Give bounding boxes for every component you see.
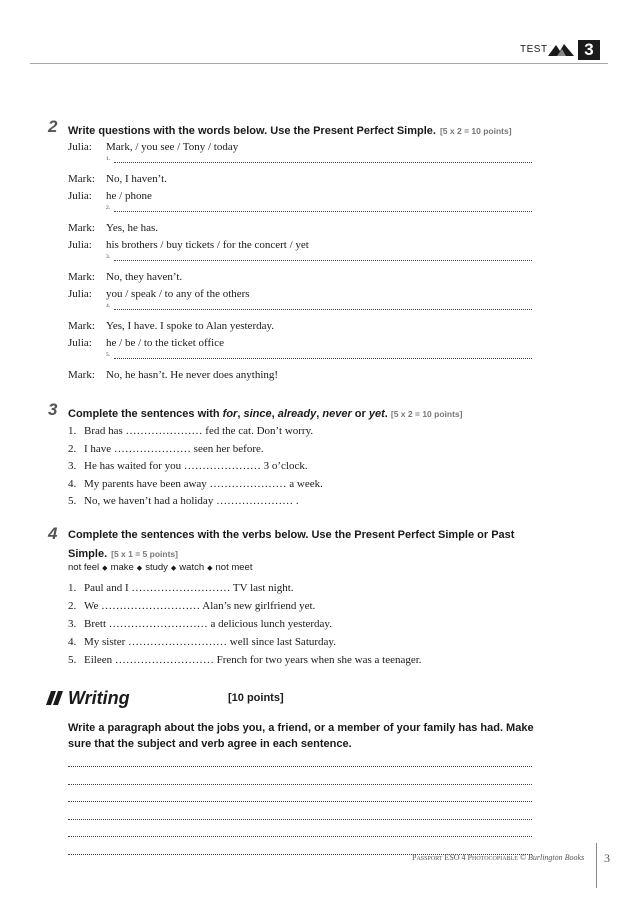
word-bank-item: not feel [68,562,100,573]
diamond-icon: ◆ [136,565,143,572]
answer-number: 5. [106,352,111,358]
exercise-2-heading [68,121,588,139]
footer-copyright: © Burlington Books [519,853,585,862]
exercise-4-instruction-line2: Simple. [68,548,108,560]
mountain-icon [548,42,574,56]
test-number-badge: 3 [578,40,600,60]
item-number: 1. [68,425,77,437]
answer-number: 1. [106,156,111,162]
item-sentence: Brad has ………………… fed the cat. Don’t worry. [84,425,314,437]
dialogue-text: No, I haven’t. [106,173,167,185]
footer-divider [596,843,597,888]
list-item [68,495,299,507]
exercise-4-word-bank [68,562,252,573]
speaker-label: Mark: [68,320,95,332]
diamond-icon: ◆ [170,565,177,572]
dialogue-text: No, he hasn’t. He never does anything! [106,369,279,381]
list-item [68,478,323,490]
item-number: 3. [68,460,77,472]
exercise-2-number: 2 [48,117,58,136]
dialogue-text: Mark, / you see / Tony / today [106,141,239,153]
list-item [68,636,336,648]
writing-line[interactable] [68,818,532,820]
speaker-label: Mark: [68,222,95,234]
writing-points: [10 points] [228,692,284,704]
list-item [68,600,315,612]
writing-line[interactable] [68,783,532,785]
writing-title: Writing [68,688,130,708]
item-number: 2. [68,442,77,455]
word-bank-item: watch [179,562,205,573]
list-item [68,582,294,594]
item-sentence: Paul and I ……………………… TV last night. [84,582,294,594]
answer-number: 3. [106,254,111,260]
item-sentence: Eileen ……………………… French for two years when she was a teenager. [84,654,422,666]
word-bank-item: make [110,562,134,573]
dialogue-text: No, they haven’t. [106,271,183,283]
answer-number: 4. [106,303,111,309]
exercise-3-points: [5 x 2 = 10 points] [390,409,463,419]
answer-line[interactable] [114,308,532,310]
dialogue-text: he / be / to the ticket office [106,337,225,349]
dialogue-text: he / phone [106,190,152,202]
footer-publisher [412,853,584,862]
dialogue-text: you / speak / to any of the others [106,288,250,300]
word-bank-item: study [145,562,168,573]
speaker-label: Mark: [68,173,95,185]
item-number: 3. [68,618,77,630]
exercise-4-number: 4 [48,524,58,543]
list-item [68,618,332,630]
speaker-label: Julia: [68,239,92,251]
list-item [68,425,313,437]
header-rule [30,63,608,64]
item-number: 2. [68,600,77,612]
word-bank-item: not meet [215,562,253,573]
item-sentence: No, we haven’t had a holiday ………………… . [84,495,299,507]
exercise-2-points: [5 x 2 = 10 points] [439,126,512,136]
exercise-3-heading [68,404,588,422]
item-number: 4. [68,477,77,490]
item-number: 5. [68,495,77,507]
item-sentence: We ……………………… Alan’s new girlfriend yet. [84,600,316,612]
answer-line[interactable] [114,259,532,261]
answer-line[interactable] [114,357,532,359]
exercise-4-points: [5 x 1 = 5 points] [111,549,178,559]
dialogue-text: Yes, he has. [106,222,159,234]
dialogue-text: his brothers / buy tickets / for the concert / yet [106,239,309,251]
test-label: TEST [520,44,548,55]
speaker-label: Julia: [68,288,92,300]
speaker-label: Julia: [68,190,92,202]
list-item [68,654,422,666]
exercise-2-instruction: Write questions with the words below. Use the Present Perfect Simple. [68,125,436,137]
exercise-3-instruction: Complete the sentences with for, since, already, never or yet. [68,408,388,420]
item-sentence: My parents have been away ………………… a week. [84,477,323,490]
writing-line[interactable] [68,835,532,837]
item-sentence: Brett ……………………… a delicious lunch yesterday. [84,618,332,630]
answer-number: 2. [106,205,111,211]
list-item [68,460,308,472]
exercise-3-number: 3 [48,400,58,419]
item-sentence: My sister ……………………… well since last Saturday. [84,636,336,648]
dialogue-text: Yes, I have. I spoke to Alan yesterday. [106,320,275,332]
speaker-label: Mark: [68,271,95,283]
item-number: 5. [68,654,77,666]
item-number: 4. [68,636,77,648]
writing-instruction-line2: sure that the subject and verb agree in each sentence. [68,738,352,750]
writing-line[interactable] [68,765,532,767]
speaker-label: Julia: [68,141,92,153]
diamond-icon: ◆ [102,565,108,572]
item-sentence: I have ………………… seen her before. [84,442,264,455]
item-sentence: He has waited for you ………………… 3 o’clock. [84,460,308,472]
diamond-icon: ◆ [207,565,213,572]
answer-line[interactable] [114,210,532,212]
speaker-label: Mark: [68,369,95,381]
exercise-4-instruction-line1: Complete the sentences with the verbs below. Use the Present Perfect Simple or Past [68,529,515,541]
footer-publisher-line: Passport ESO 4 Photocopiable [412,853,518,862]
writing-instruction-line1: Write a paragraph about the jobs you, a friend, or a member of your family has had. Make [68,722,534,734]
list-item [68,443,264,455]
writing-line[interactable] [68,800,532,802]
item-number: 1. [68,582,77,594]
writing-section-icon [46,691,64,705]
answer-line[interactable] [114,161,532,163]
exercise-4-instruction-line2-wrap [68,544,178,562]
speaker-label: Julia: [68,337,92,349]
page-number: 3 [604,851,610,865]
